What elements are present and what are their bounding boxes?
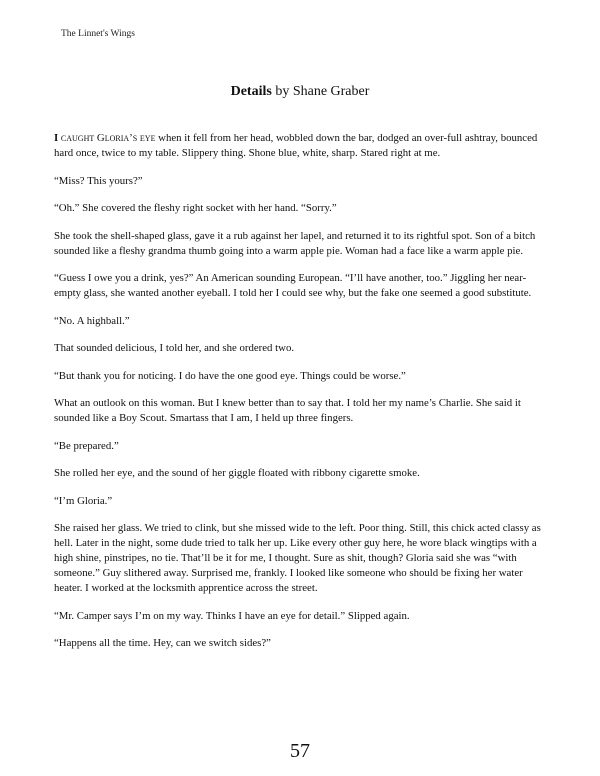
opening-paragraph-text: when it fell from her head, wobbled down the bar, dodged an over-full ashtray, bounced hard once, twice to my table. Slippery thing. Shone blue, white, sharp. Stared right at me. — [54, 132, 538, 159]
paragraph: What an outlook on this woman. But I knew better than to say that. I told her my name’s Charlie. She said it sounded like a Boy Scout. Smartass that I am, I held up three fingers. — [54, 397, 521, 424]
paragraph: She raised her glass. We tried to clink, but she missed wide to the left. Poor thing. Still, this chick acted classy as hell. Later in the night, some dude tried to talk her up. Like every other guy here, he wore black wingtips with a high shine, pinstripes, no tie. That’ll be it for me, I thought. Sure as shit, though? Gloria said she was “with someone.” Guy slithered away. Surprised me, frankly. I looked like someone who should be fixing her water heater. I worked at the locksmith apprentice across the street. — [54, 522, 541, 594]
story-title-text: Details — [230, 84, 272, 99]
paragraph: “Miss? This yours?” — [54, 174, 143, 187]
opening-paragraph — [54, 131, 548, 161]
paragraph: “But thank you for noticing. I do have the one good eye. Things could be worse.” — [54, 369, 406, 382]
paragraph: That sounded delicious, I told her, and she ordered two. — [54, 342, 295, 354]
paragraph: “Mr. Camper says I’m on my way. Thinks I have an eye for detail.” Slipped again. — [54, 609, 410, 622]
paragraph: “Happens all the time. Hey, can we switch sides?” — [54, 637, 271, 649]
page-number: 57 — [290, 740, 310, 762]
paragraph: “Guess I owe you a drink, yes?” An American sounding European. “I’ll have another, too.” Jiggling her near-empty glass, she wanted another eyeball. I told her I could see why, but the fake one seemed a good substitute. — [54, 272, 532, 299]
paragraph: She rolled her eye, and the sound of her giggle floated with ribbony cigarette smoke. — [54, 467, 420, 479]
story-byline: by Shane Graber — [271, 84, 370, 99]
running-header: The Linnet's Wings — [61, 29, 135, 39]
paragraph: “No. A highball.” — [54, 314, 130, 327]
drop-cap: I — [54, 132, 59, 144]
small-caps-lead: caught Gloria’s eye — [58, 132, 156, 144]
paragraph: “I’m Gloria.” — [54, 494, 113, 507]
story-body — [54, 131, 548, 664]
story-title — [0, 84, 600, 100]
paragraph: “Oh.” She covered the fleshy right socket with her hand. “Sorry.” — [54, 202, 337, 214]
paragraph: “Be prepared.” — [54, 439, 119, 452]
paragraph: She took the shell-shaped glass, gave it a rub against her lapel, and returned it to its rightful spot. Son of a bitch sounded like a fleshy grandma thumb going into a warm apple pie. Woman had a face like a warm apple pie. — [54, 229, 536, 257]
